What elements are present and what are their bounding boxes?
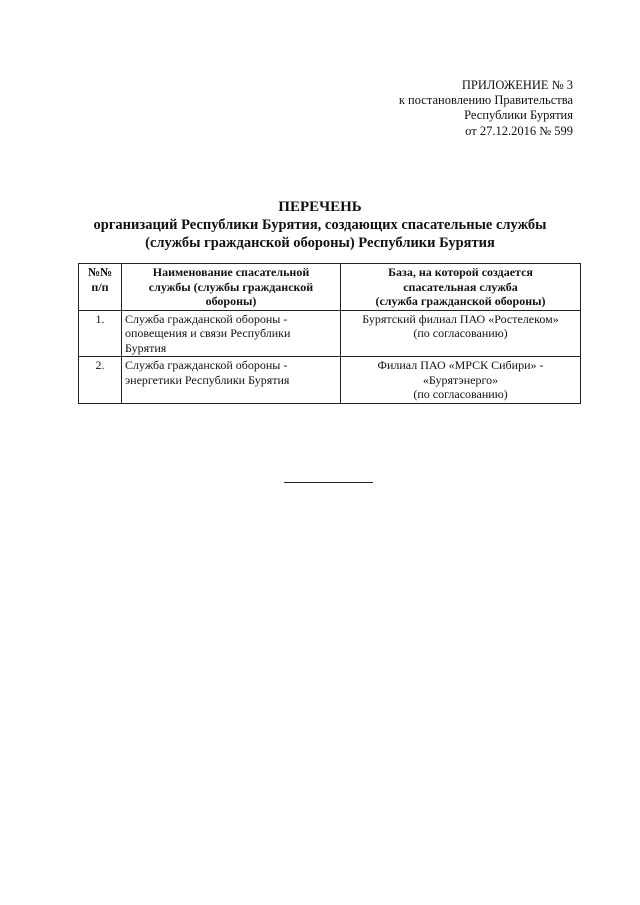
table-row <box>79 310 581 357</box>
title-line-1: организаций Республики Бурятия, создающих спасательные службы <box>93 217 547 233</box>
service-name-line: Бурятия <box>125 340 167 355</box>
appendix-header <box>399 78 573 139</box>
header-number <box>79 264 122 311</box>
appendix-reference: к постановлению Правительства <box>398 93 573 108</box>
header-number-line: №№ <box>87 265 113 279</box>
header-service-name <box>122 264 341 311</box>
header-name-line: обороны) <box>205 294 257 308</box>
base-line: Бурятский филиал ПАО «Ростелеком» <box>362 311 559 326</box>
base-line: Филиал ПАО «МРСК Сибири» - <box>377 358 544 372</box>
appendix-republic: Республики Бурятия <box>464 108 573 123</box>
row-service-name <box>122 310 341 357</box>
header-base-line: (служба гражданской обороны) <box>375 294 546 308</box>
base-line: «Бурятэнерго» <box>422 372 499 387</box>
organizations-table <box>78 263 581 404</box>
header-base-line: спасательная служба <box>403 279 518 294</box>
row-service-name <box>122 357 341 404</box>
header-number-line: п/п <box>91 279 109 294</box>
table-header-row <box>79 264 581 311</box>
service-name-line: оповещения и связи Республики <box>125 326 291 340</box>
appendix-number: ПРИЛОЖЕНИЕ № 3 <box>461 78 573 92</box>
title-heading: ПЕРЕЧЕНЬ <box>278 199 362 215</box>
title-line-2: (службы гражданской обороны) Республики Бурятия <box>145 235 495 251</box>
closing-rule <box>284 482 373 483</box>
base-line: (по согласованию) <box>413 326 508 340</box>
service-name-line: Служба гражданской обороны - <box>125 358 288 372</box>
document-title <box>0 198 640 252</box>
base-line: (по согласованию) <box>413 387 508 401</box>
service-name-line: энергетики Республики Бурятия <box>125 372 290 387</box>
header-base <box>341 264 581 311</box>
appendix-date: от 27.12.2016 № 599 <box>465 123 573 138</box>
row-base <box>341 310 581 357</box>
header-base-line: База, на которой создается <box>388 265 533 279</box>
header-name-line: Наименование спасательной <box>152 265 310 279</box>
table-row <box>79 357 581 404</box>
row-number: 2. <box>79 357 122 404</box>
row-base <box>341 357 581 404</box>
row-number: 1. <box>79 310 122 357</box>
header-name-line: службы (службы гражданской <box>148 279 314 294</box>
service-name-line: Служба гражданской обороны - <box>125 311 288 326</box>
